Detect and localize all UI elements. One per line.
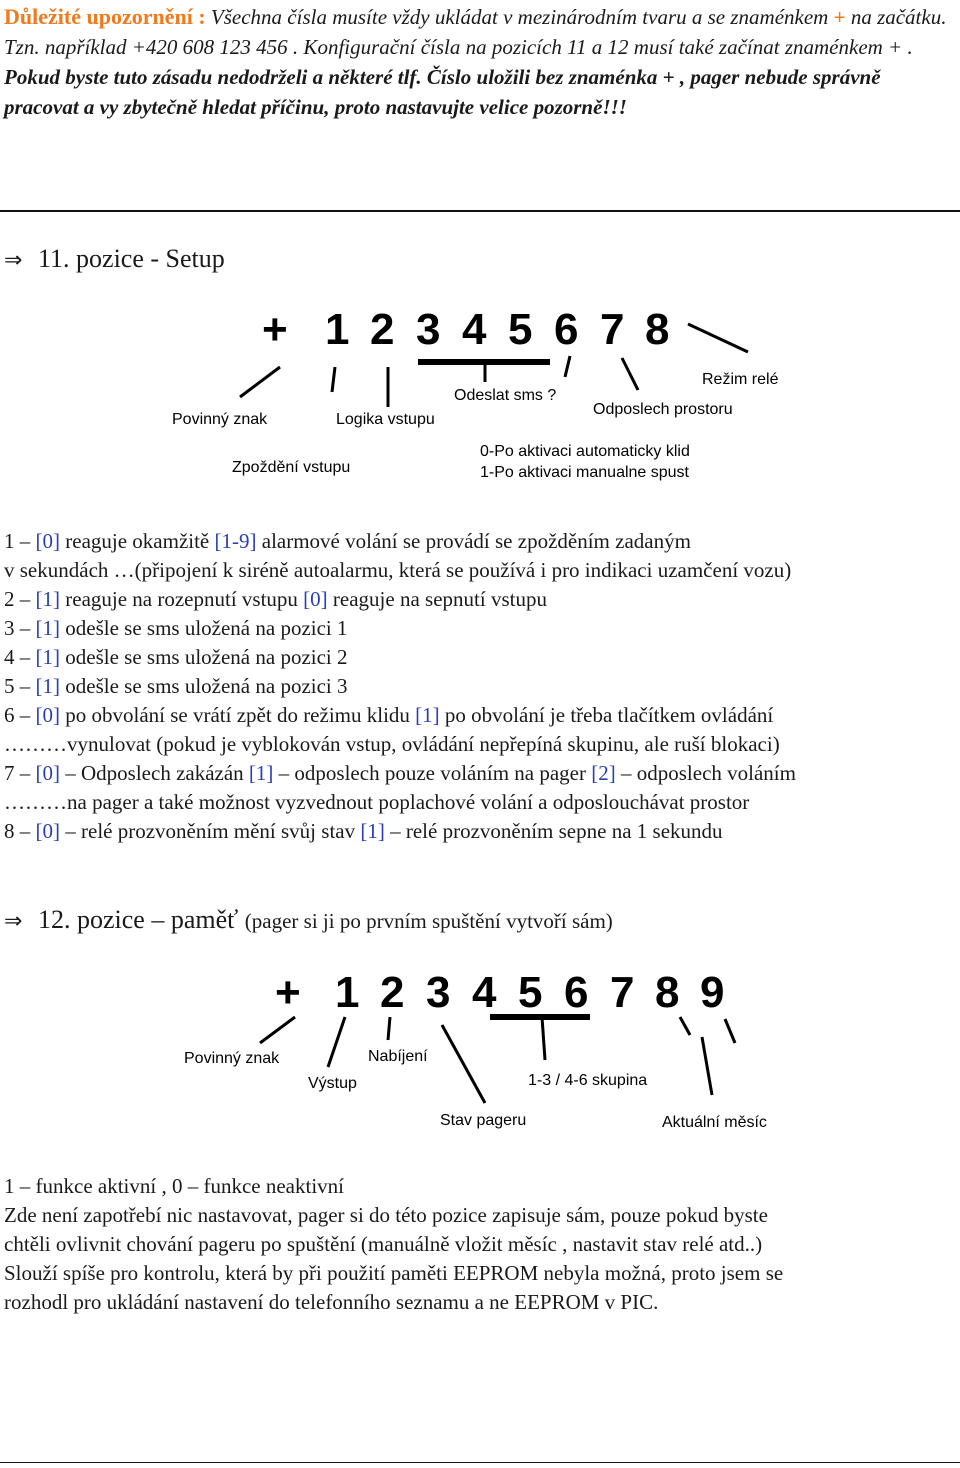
label-logika-vstupu: Logika vstupu [336,411,435,428]
setup-line [4,643,956,672]
diagram-digit: 3 [426,968,451,1017]
label-povinny-znak: Povinný znak [184,1050,280,1067]
line-text: 1 – [4,529,36,553]
label-zpozdeni-vstupu: Zpoždění vstupu [232,459,351,476]
setup-line [4,788,956,817]
option-value: [1] [360,819,385,843]
line-text: – relé prozvoněním sepne na 1 sekundu [384,819,723,843]
section-12-title: 12. pozice – paměť [38,905,239,934]
diagram-digit: 6 [564,968,589,1017]
label-odposlech-prostoru: Odposlech prostoru [593,401,733,418]
warning-label: Důležité upozornění : [4,4,206,29]
memory-line: 1 – funkce aktivní , 0 – funkce neaktivní [4,1174,344,1198]
memory-line: Slouží spíše pro kontrolu, která by při použití paměti EEPROM nebyla možná, proto jsem se [4,1261,784,1285]
option-value: [0] [303,587,328,611]
option-value: [2] [591,761,616,785]
line-text: po obvolání se vrátí zpět do režimu klidu [60,703,416,727]
memory-diagram [180,955,800,1135]
diagram-digit: 7 [610,968,635,1017]
section-12-subtitle: (pager si ji po prvním spuštění vytvoří sám) [244,909,613,933]
diagram-digit: 3 [416,305,441,354]
memory-line: Zde není zapotřebí nic nastavovat, pager si do této pozice zapisuje sám, pouze pokud byste [4,1203,768,1227]
line-text: 7 – [4,761,36,785]
line-text: reaguje okamžitě [60,529,215,553]
setup-line [4,672,956,701]
label-odeslat-sms: Odeslat sms ? [454,387,557,404]
label-povinny-znak: Povinný znak [172,411,268,428]
setup-line [4,556,956,585]
label-nabijeni: Nabíjení [368,1048,428,1065]
line-text: – odposlech pouze voláním na pager [273,761,592,785]
warning-text-2: na začátku. Tzn. například +420 608 123 456 . Konfigurační čísla na pozicích 11 a 12 musí také začínat znaménkem + . [4,5,947,59]
line-text: 3 – [4,616,36,640]
line-text: 4 – [4,645,36,669]
bottom-divider [0,1462,960,1463]
section-11-title: 11. pozice - Setup [38,244,225,273]
option-value: [1] [35,674,60,698]
label-rezim-rele: Režim relé [702,371,779,388]
line-text: ………vynulovat (pokud je vyblokován vstup, ovládání nepřepíná skupinu, ale ruší blokaci) [4,732,780,756]
line-text: po obvolání je třeba tlačítkem ovládání [439,703,774,727]
line-text: alarmové volání se provádí se zpožděním zadaným [256,529,691,553]
warning-paragraph [4,2,956,122]
section-11-description [4,527,956,846]
option-value: [0] [35,703,60,727]
line-text: – Odposlech zakázán [60,761,249,785]
diagram-digit: 1 [325,305,350,354]
option-value: [1] [248,761,274,785]
option-value: [1] [415,703,440,727]
option-value: [0] [35,761,60,785]
line-text: 8 – [4,819,36,843]
line-text: reaguje na rozepnutí vstupu [60,587,304,611]
label-stav-pageru: Stav pageru [440,1112,527,1129]
diagram-digit: 6 [554,305,579,354]
label-vystup: Výstup [308,1075,357,1092]
diagram-digit: 4 [462,305,487,354]
option-value: [1] [35,645,60,669]
option-value: [1] [35,616,60,640]
setup-line [4,701,956,730]
line-text: 5 – [4,674,36,698]
diagram-digit: 9 [700,968,725,1017]
top-divider [0,210,960,212]
diagram-digit: 5 [508,305,533,354]
section-12-heading [4,905,613,937]
setup-line [4,527,956,556]
line-text: odešle se sms uložená na pozici 2 [60,645,348,669]
diagram-digit: 5 [518,968,543,1017]
line-text: 6 – [4,703,36,727]
warning-bold-text: Pokud byste tuto zásadu nedodrželi a některé tlf. Číslo uložili bez znaménka + , pager nebude správně pracovat a vy zbytečně hledat příčinu, proto nastavujte velice pozorně [4,65,881,119]
setup-line [4,730,956,759]
line-text: odešle se sms uložená na pozici 1 [60,616,348,640]
line-text: – odposlech voláním [615,761,796,785]
setup-line [4,759,956,788]
warning-tail: !!! [602,95,627,119]
line-text: – relé prozvoněním mění svůj stav [60,819,361,843]
line-text: v sekundách …(připojení k siréně autoalarmu, která se používá i pro indikaci uzamčení vozu) [4,558,792,582]
option-value: [1] [35,587,60,611]
setup-line [4,614,956,643]
diagram-digit: 8 [645,305,670,354]
label-klid-0: 0-Po aktivaci automaticky klid [480,443,690,460]
right-arrow-icon: ⇒ [4,248,23,273]
diagram-digit: 4 [472,968,497,1017]
diagram-digit: 8 [655,968,680,1017]
line-text: 2 – [4,587,36,611]
diagram-digit: 7 [600,305,625,354]
memory-line: rozhodl pro ukládání nastavení do telefonního seznamu a ne EEPROM v PIC. [4,1290,659,1314]
label-aktualni-mesic: Aktuální měsíc [662,1114,767,1131]
memory-line: chtěli ovlivnit chování pageru po spuštění (manuálně vložit měsíc , nastavit stav relé atd..) [4,1232,763,1256]
setup-diagram [160,272,800,497]
line-text: odešle se sms uložená na pozici 3 [60,674,348,698]
diagram-digit: 2 [380,968,405,1017]
section-12-description [4,1172,956,1317]
diagram-plus: + [275,968,301,1017]
label-skupina: 1-3 / 4-6 skupina [528,1072,648,1089]
setup-line [4,817,956,846]
diagram-plus: + [262,305,288,354]
label-klid-1: 1-Po aktivaci manualne spust [480,464,689,481]
option-value: [0] [35,529,60,553]
option-value: [0] [35,819,60,843]
right-arrow-icon: ⇒ [4,909,23,934]
diagram-digit: 1 [335,968,360,1017]
line-text: reaguje na sepnutí vstupu [327,587,547,611]
line-text: ………na pager a také možnost vyzvednout poplachové volání a odposlouchávat prostor [4,790,750,814]
diagram-digit: 2 [370,305,395,354]
setup-line [4,585,956,614]
warning-text-1: Všechna čísla musíte vždy ukládat v mezinárodním tvaru a se znaménkem [205,5,834,29]
option-value: [1-9] [214,529,257,553]
warning-plus: + [833,5,846,29]
